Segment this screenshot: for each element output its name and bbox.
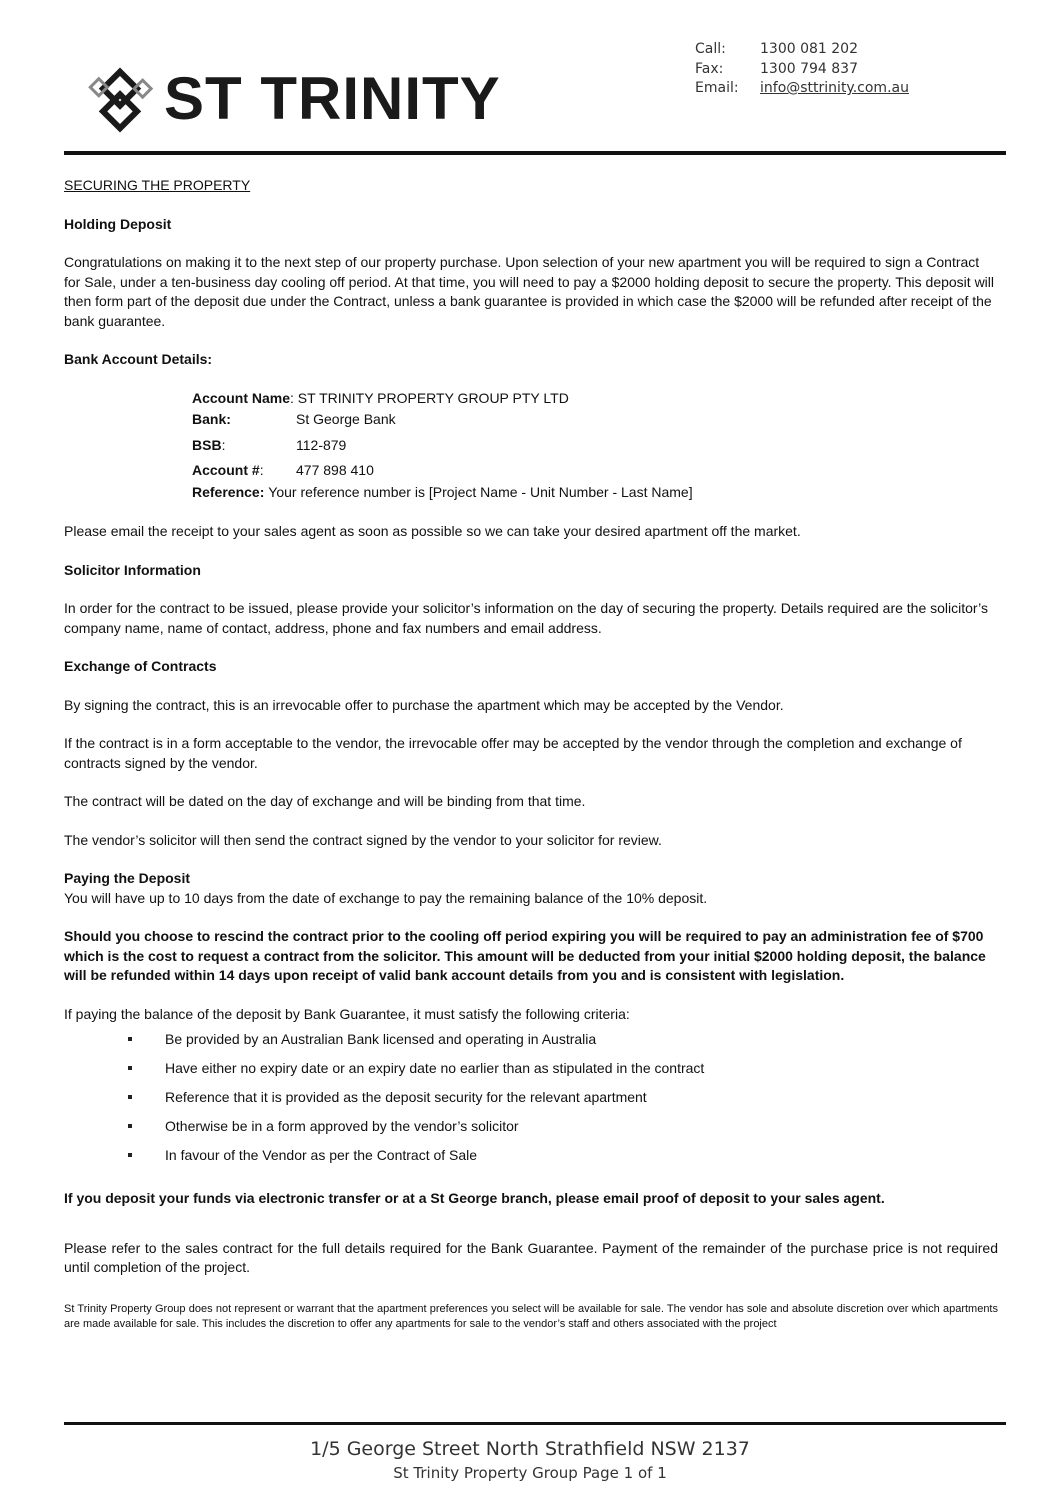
- list-item: Otherwise be in a form approved by the vendor’s solicitor: [64, 1117, 998, 1146]
- account-number-row: [192, 461, 998, 481]
- phone-number: 1300 081 202: [760, 41, 858, 57]
- solicitor-heading: Solicitor Information: [64, 561, 201, 578]
- bsb-value: 112-879: [296, 436, 347, 453]
- list-item: In favour of the Vendor as per the Contract of Sale: [64, 1146, 998, 1175]
- contact-fax: [695, 60, 909, 80]
- electronic-transfer-paragraph: If you deposit your funds via electronic transfer or at a St George branch, please email proof of deposit to your sales agent.: [64, 1190, 885, 1206]
- account-number-colon: :: [259, 462, 264, 478]
- contact-call: [695, 40, 909, 60]
- company-logo: [80, 64, 520, 136]
- footer-page-number: St Trinity Property Group Page 1 of 1: [393, 1464, 667, 1482]
- contact-label: Email:: [695, 80, 739, 96]
- footer-divider: [64, 1422, 1006, 1425]
- brand-name: ST TRINITY: [164, 65, 501, 132]
- contact-block: [695, 40, 909, 99]
- account-number-value: 477 898 410: [296, 462, 374, 478]
- reference-row: [192, 483, 998, 503]
- bullet-icon: [128, 1153, 132, 1157]
- bank-value: St George Bank: [296, 411, 396, 427]
- bsb-label: BSB: [192, 436, 222, 453]
- account-name-row: [192, 389, 998, 409]
- email-link[interactable]: info@sttrinity.com.au: [760, 80, 909, 96]
- holding-deposit-paragraph: Congratulations on making it to the next step of our property purchase. Upon selection of your new apartment you will be required to sign a Contract for Sale, under a ten-business day cooling off period. At that time, you will need to pay a $2000 holding deposit to secure the property. This deposit will then form part of the deposit due under the Contract, unless a bank guarantee is provided in which case the $2000 will be refunded after receipt of the bank guarantee.: [64, 254, 995, 329]
- exchange-paragraph: By signing the contract, this is an irrevocable offer to purchase the apartment which may be accepted by the Vendor.: [64, 696, 784, 713]
- contact-email: [695, 79, 909, 99]
- bsb-colon: :: [221, 436, 226, 453]
- reference-label: Reference:: [192, 483, 265, 500]
- contact-label: Fax:: [695, 60, 724, 77]
- rescind-paragraph: Should you choose to rescind the contract prior to the cooling off period expiring you will be required to pay an administration fee of $700 which is the cost to request a contract from the solicitor. This amount will be deducted from your initial $2000 holding deposit, the balance will be refunded within 14 days upon receipt of valid bank account details from you and is consistent with legislation.: [64, 928, 986, 983]
- exchange-paragraph: The contract will be dated on the day of exchange and will be binding from that time.: [64, 793, 586, 809]
- document-title: SECURING THE PROPERTY: [64, 177, 251, 193]
- bullet-icon: [128, 1037, 132, 1041]
- account-number-label: Account #: [192, 462, 260, 478]
- bullet-icon: [128, 1124, 132, 1128]
- holding-deposit-heading: Holding Deposit: [64, 215, 172, 232]
- header-divider: [64, 151, 1006, 155]
- list-item: Be provided by an Australian Bank licensed and operating in Australia: [64, 1030, 998, 1059]
- bank-row: [192, 410, 998, 430]
- paying-deposit-heading: Paying the Deposit: [64, 870, 191, 886]
- guarantee-criteria-list: [64, 1030, 998, 1175]
- exchange-paragraph: The vendor’s solicitor will then send the contract signed by the vendor to your solicitor for review.: [64, 831, 662, 848]
- fax-number: 1300 794 837: [760, 60, 858, 77]
- bullet-icon: [128, 1095, 132, 1099]
- account-name-value: : ST TRINITY PROPERTY GROUP PTY LTD: [290, 389, 569, 406]
- receipt-paragraph: Please email the receipt to your sales agent as soon as possible so we can take your desired apartment off the market.: [64, 523, 801, 539]
- bank-details-heading: Bank Account Details:: [64, 351, 213, 367]
- exchange-heading: Exchange of Contracts: [64, 658, 217, 674]
- bsb-row: [192, 436, 998, 456]
- guarantee-intro: If paying the balance of the deposit by Bank Guarantee, it must satisfy the following criteria:: [64, 1005, 630, 1022]
- logo-mark-icon: [80, 64, 160, 136]
- bullet-icon: [128, 1066, 132, 1070]
- list-item: Have either no expiry date or an expiry date no earlier than as stipulated in the contract: [64, 1059, 998, 1088]
- exchange-paragraph: If the contract is in a form acceptable to the vendor, the irrevocable offer may be accepted by the vendor through the completion and exchange of contracts signed by the vendor.: [64, 735, 962, 771]
- bank-details: [192, 389, 998, 503]
- paying-deposit-paragraph: You will have up to 10 days from the date of exchange to pay the remaining balance of the 10% deposit.: [64, 889, 708, 906]
- solicitor-paragraph: In order for the contract to be issued, please provide your solicitor’s information on the day of securing the property. Details required are the solicitor’s company name, name of contact, address, phone and fax numbers and email address.: [64, 600, 988, 636]
- list-item: Reference that it is provided as the deposit security for the relevant apartment: [64, 1088, 998, 1117]
- disclaimer: St Trinity Property Group does not represent or warrant that the apartment preferences you select will be available for sale. The vendor has sole and absolute discretion over which apartments are made available for sale. This includes the discretion to offer any apartments for sale to the vendor’s staff and others associated with the project: [64, 1302, 998, 1330]
- document-body: [64, 176, 998, 1332]
- account-name-label: Account Name: [192, 389, 291, 406]
- refer-paragraph: Please refer to the sales contract for the full details required for the Bank Guarantee. Payment of the remainder of the purchase price is not required until completion of the project.: [64, 1239, 998, 1275]
- reference-value: Your reference number is [Project Name - Unit Number - Last Name]: [268, 483, 693, 500]
- contact-label: Call:: [695, 41, 726, 57]
- footer-address: 1/5 George Street North Strathfield NSW 2137: [310, 1438, 750, 1460]
- page-footer: [0, 1436, 1060, 1484]
- bank-label: Bank:: [192, 411, 231, 427]
